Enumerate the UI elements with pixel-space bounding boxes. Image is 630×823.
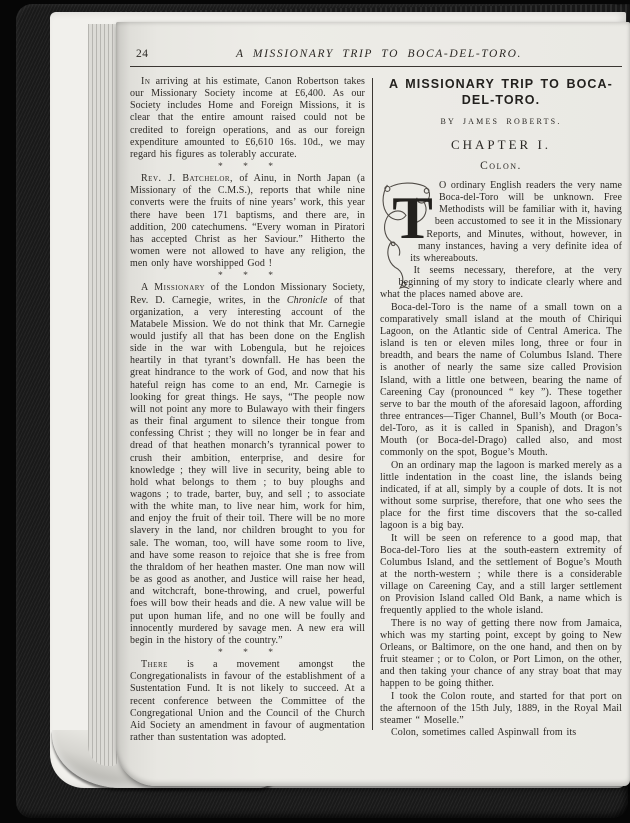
paragraph-lead: There — [141, 659, 168, 671]
gutter-page-edges — [88, 24, 118, 766]
paragraph: Colon, sometimes called Aspinwall from its — [391, 727, 577, 739]
paragraph — [130, 282, 365, 647]
asterisk-separator: * * * — [218, 271, 277, 282]
page-number: 24 — [136, 48, 149, 60]
paragraph-text: of Ainu, in North Japan (a Missionary of the C.M.S.), reports that while nine converts were the fruits of nine years’ work, this year there have been 171 baptisms, and there are, in addition, 200 catechumens. “Every woman in Piratori has accepted Christ as her Saviour.” Hitherto the women were not allowed to have any religion, the men only have worshipped God ! — [130, 173, 365, 270]
column-rule — [372, 78, 373, 730]
book-page — [116, 22, 630, 786]
running-head — [130, 48, 622, 60]
paragraph: It seems necessary, therefore, at the very beginning of my story to indicate clearly where and what the places named above are. — [380, 265, 622, 301]
dropcap-letter: T — [392, 184, 433, 252]
left-column — [130, 76, 365, 744]
right-column — [380, 76, 622, 744]
paragraph — [380, 180, 622, 265]
italic-title: Chronicle — [286, 294, 328, 306]
paragraph — [130, 173, 365, 270]
asterisk-separator: * * * — [218, 648, 277, 659]
paragraph-text: is a movement amongst the Congregationalists in favour of the establishment of a Sustentation Fund. It is not likely to succeed. At a recent conference between the Committee of the Congregational Union and the Council of the Church Aid Society an amendment in favour of augmentation rather than sustentation was adopted. — [130, 659, 365, 743]
two-column-body — [130, 76, 622, 744]
asterisk-separator: * * * — [218, 162, 277, 173]
paragraph — [130, 76, 365, 161]
article-title: A MISSIONARY TRIP TO BOCA-DEL-TORO. — [389, 77, 613, 107]
paragraph-text: O ordinary English readers the very name Boca-del-Toro will be unknown. Free Methodists will be familiar with it, having been accustomed to see it in the Missionary Reports, and Minutes, without, however, in many instances, having a very definite idea of its whereabouts. — [410, 180, 622, 264]
page-content — [130, 48, 622, 786]
paragraph-lead: Rev. J. Batchelor, — [141, 173, 234, 185]
paragraph-lead: A Missionary — [141, 282, 206, 294]
chapter-subtitle: Colon. — [480, 160, 522, 172]
running-title: A MISSIONARY TRIP TO BOCA-DEL-TORO. — [236, 48, 522, 60]
chapter-heading: CHAPTER I. — [450, 137, 552, 152]
paragraph-lead: In — [141, 76, 151, 87]
header-rule — [130, 66, 622, 67]
paragraph-text: arriving at his estimate, Canon Robertson takes our Missionary Society income at £6,400. As our Society includes Home and Foreign Missions, it is clear that the entire amount raised could not be credited to foreign operations, and as our foreign expenditure amounted to £6,610 16s. 10d., we may regard his figures as tolerably accurate. — [130, 76, 365, 160]
paragraph: Boca-del-Toro is the name of a small town on a comparatively small island at the mouth of Chiriqui Lagoon, on the Atlantic side of Central America. The island is ten or eleven miles long, three or four in breadth, and bears the name of Columbus Island. There is another of nearly the same size called Provision Island, with a little one between, bearing the name of Careening Cay (pronounced “ key ”). These together serve to bar the mouth of the aforesaid lagoon, affording three entrances—Tiger Channel, Bull’s Mouth (or Boca-del-Toro, as it is called in Spanish), and Dragon’s Mouth (or Boca-del-Drago) called also, and most commonly on the spot, Bogue’s Mouth. — [380, 301, 622, 459]
paragraph — [130, 659, 365, 744]
paragraph: There is no way of getting there now from Jamaica, which was my starting point, except by going to New Orleans, or Baltimore, on the one hand, and then on by fruit steamer ; or to Colon, or Port Limon, on the other, and then taking your chance of any stray boat that may happen to be going thither. — [380, 617, 622, 690]
paragraph-text: of the London Missionary Society, Rev. D. Carnegie, writes, in the — [130, 282, 365, 306]
paragraph: It will be seen on reference to a good map, that Boca-del-Toro lies at the south-eastern extremity of Columbus Island, and the settlement of Bogue’s Mouth at the north-western ; while there is a considerable village on Careening Cay, and a still larger settlement on Provision Island called Old Bank, a name which is frequently applied to the whole island. — [380, 532, 622, 617]
article-byline: BY JAMES ROBERTS. — [440, 117, 562, 126]
paragraph: I took the Colon route, and started for that port on the afternoon of the 15th July, 1889, in the Royal Mail steamer “ Moselle.” — [380, 690, 622, 726]
paragraph-text: of that organization, a very interesting account of the Matabele Mission. We do not think that Mr. Carnegie would justify all that has been done on the English side in the war with Lobengula, but he rejoices heartily in that tyrant’s downfall. He has been the great hindrance to the work of God, and now that his hateful reign has come to an end, Mr. Carnegie is looking for great things. He says, “The people now will not point any more to Bulawayo with their fingers as their final argument to silence their tongue from confessing Christ ; they will no longer be in fear and dread of that heathen monarch’s tyrannical power to crush their ambition, enterprise, and desire for knowledge ; they will live in security, being able to hold what belongs to them ; to buy ploughs and wagons ; to trade, barter, buy, and sell ; to associate with the white man, to live near him, work for him, and enjoy the fruit of their toil. There will be no more slavery in the land, nor children brought to you for sale. The woman, too, will have some room to live, and have some reason to rejoice that she is free from the thraldom of her heathen master. One man now will be as good as another, and Justice will raise her head, and witchcraft, bone-throwing, and cruel, powerful foes will bow their heads and die. A new value will be put upon human life, and no one will be foully and innocently murdered by savage men. A new era will begin in the history of the country.” — [130, 294, 366, 646]
paragraph: On an ordinary map the lagoon is marked merely as a little indentation in the coast line, the islands being indicated, if at all, simply by a couple of dots. It is not without some surprise, therefore, that one who sees the place for the first time discovers that the so-called lagoon is a big bay. — [380, 459, 622, 532]
